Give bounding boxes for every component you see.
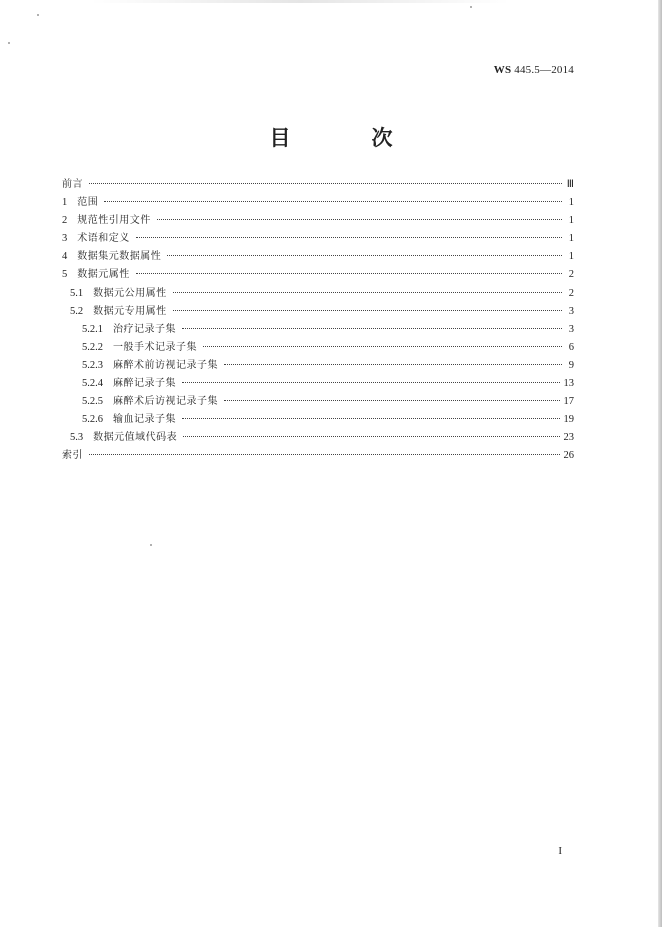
page-number: I <box>558 845 562 857</box>
toc-entry[interactable] <box>62 285 574 303</box>
dot-leader <box>224 400 560 401</box>
dot-leader <box>173 310 562 311</box>
toc-entry-page: 6 <box>568 341 574 353</box>
toc-entry-label: 一般手术记录子集 <box>113 341 197 353</box>
toc-entry[interactable] <box>62 429 574 447</box>
toc-entry-label: 麻醉术前访视记录子集 <box>113 359 218 371</box>
dot-leader <box>203 346 562 347</box>
toc-entry-label: 数据元公用属性 <box>93 287 167 299</box>
dot-leader <box>89 454 560 455</box>
scan-speck <box>150 544 152 546</box>
toc-entry-page: Ⅲ <box>566 179 574 190</box>
dot-leader <box>157 219 562 220</box>
toc-entry[interactable] <box>62 393 574 411</box>
toc-entry-label: 规范性引用文件 <box>77 215 151 227</box>
toc-entry-number: 5.2.1 <box>82 323 103 335</box>
toc-entry[interactable] <box>62 303 574 321</box>
toc-entry[interactable] <box>62 357 574 375</box>
toc-entry-page: 2 <box>568 269 574 281</box>
dot-leader <box>182 418 560 419</box>
dot-leader <box>89 183 562 184</box>
toc-entry-label: 数据元专用属性 <box>93 305 167 317</box>
dot-leader <box>224 364 562 365</box>
dot-leader <box>182 328 562 329</box>
toc-entry[interactable] <box>62 447 574 465</box>
toc-entry-page: 2 <box>568 287 574 299</box>
toc-entry-page: 17 <box>563 396 574 408</box>
toc-entry-page: 1 <box>568 233 574 245</box>
toc-entry-number: 5.2 <box>70 305 84 317</box>
table-of-contents <box>62 176 574 466</box>
toc-entry-page: 9 <box>568 359 574 371</box>
toc-entry-number: 5.3 <box>70 432 84 444</box>
dot-leader <box>182 382 560 383</box>
toc-entry-label: 范围 <box>77 197 99 209</box>
toc-entry[interactable] <box>62 230 574 248</box>
toc-entry-label: 数据集元数据属性 <box>77 251 162 263</box>
toc-entry-label: 前言 <box>62 179 83 190</box>
toc-entry-page: 3 <box>568 323 574 335</box>
toc-entry[interactable] <box>62 375 574 393</box>
toc-entry-page: 23 <box>563 432 574 444</box>
toc-entry-page: 19 <box>563 414 574 426</box>
toc-entry-number: 5 <box>62 269 68 281</box>
standard-code <box>494 64 574 76</box>
scan-speck <box>37 14 39 16</box>
scan-artifact <box>90 0 510 3</box>
dot-leader <box>104 201 562 202</box>
scan-speck <box>470 6 472 8</box>
dot-leader <box>173 292 562 293</box>
toc-entry-page: 3 <box>568 305 574 317</box>
toc-entry-label: 数据元属性 <box>77 269 130 281</box>
page-title: 目 次 <box>269 126 423 150</box>
toc-entry-label: 术语和定义 <box>77 233 130 245</box>
scan-speck <box>8 42 10 44</box>
toc-entry-number: 4 <box>62 251 68 263</box>
toc-entry-label: 数据元值域代码表 <box>93 432 178 444</box>
toc-entry[interactable] <box>62 176 574 194</box>
toc-entry-number: 5.2.3 <box>82 359 103 371</box>
toc-entry[interactable] <box>62 339 574 357</box>
toc-entry-number: 5.2.5 <box>82 396 103 408</box>
toc-entry-label: 索引 <box>62 450 83 462</box>
toc-entry-number: 2 <box>62 215 68 227</box>
toc-entry[interactable] <box>62 212 574 230</box>
toc-entry-number: 5.2.6 <box>82 414 103 426</box>
dot-leader <box>183 436 559 437</box>
toc-entry[interactable] <box>62 248 574 266</box>
toc-entry-label: 治疗记录子集 <box>113 323 176 335</box>
toc-entry-label: 麻醉术后访视记录子集 <box>113 396 218 408</box>
standard-code-prefix: WS <box>493 64 512 76</box>
standard-code-number: 445.5—2014 <box>514 64 574 76</box>
toc-entry[interactable] <box>62 194 574 212</box>
toc-entry[interactable] <box>62 266 574 284</box>
toc-entry-label: 麻醉记录子集 <box>113 378 176 390</box>
dot-leader <box>136 237 562 238</box>
toc-entry[interactable] <box>62 411 574 429</box>
toc-entry-number: 1 <box>62 197 68 209</box>
toc-entry-number: 5.2.2 <box>82 341 103 353</box>
toc-entry-number: 3 <box>62 233 68 245</box>
toc-entry-number: 5.1 <box>70 287 84 299</box>
toc-entry-label: 输血记录子集 <box>113 414 176 426</box>
dot-leader <box>167 255 562 256</box>
toc-entry-page: 13 <box>563 378 574 390</box>
toc-entry-page: 1 <box>568 251 574 263</box>
toc-entry-number: 5.2.4 <box>82 378 103 390</box>
toc-entry-page: 26 <box>563 450 574 462</box>
dot-leader <box>136 273 562 274</box>
toc-entry-page: 1 <box>568 197 574 209</box>
toc-entry[interactable] <box>62 321 574 339</box>
toc-entry-page: 1 <box>568 215 574 227</box>
